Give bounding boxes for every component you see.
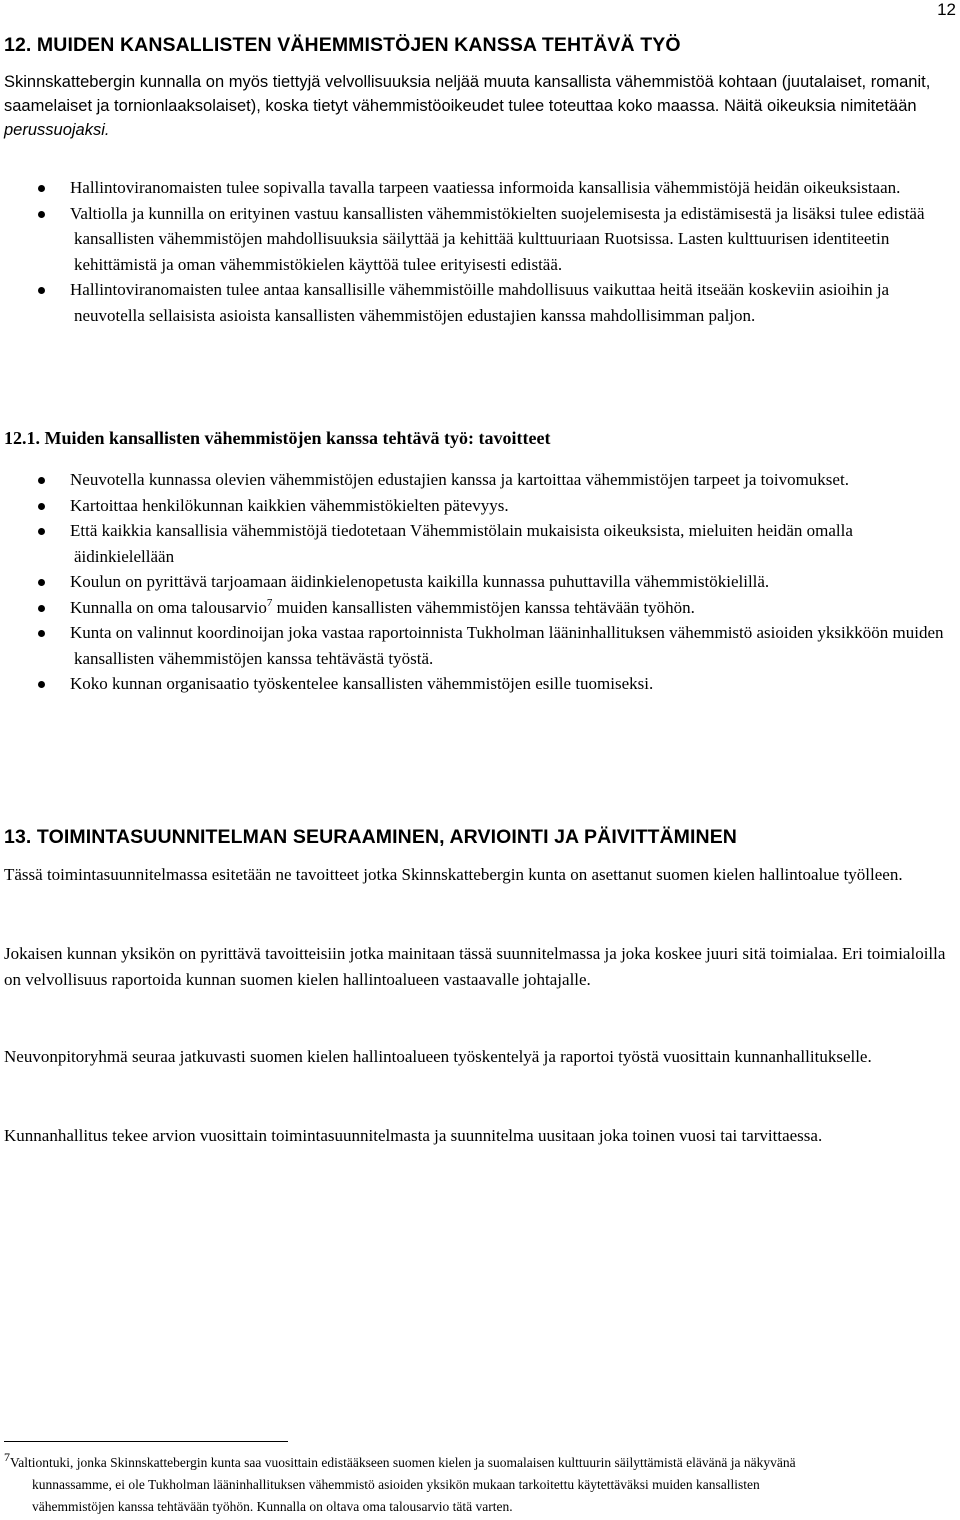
bullet-icon (38, 605, 45, 612)
list-item: Että kaikkia kansallisia vähemmistöjä tiedotetaan Vähemmistölain mukaisista oikeuksista, mieluiten heidän omalla äidinkielellään (0, 518, 958, 569)
section-13-paragraph: Jokaisen kunnan yksikön on pyrittävä tavoitteisiin jotka mainitaan tässä suunnitelmassa ja joka koskee juuri sitä toimialaa. Eri toimialoilla on velvollisuus raportoida kunnan suomen kielen hallintoalueen vastaavalle johtajalle. (4, 944, 946, 989)
list-item: Koulun on pyrittävä tarjoamaan äidinkielenopetusta kaikilla kunnassa puhuttavilla vähemmistökielillä. (0, 569, 958, 595)
list-item: Hallintoviranomaisten tulee sopivalla tavalla tarpeen vaatiessa informoida kansallisia vähemmistöjä heidän oikeuksistaan. (0, 175, 958, 201)
list-item: Koko kunnan organisaatio työskentelee kansallisten vähemmistöjen esille tuomiseksi. (0, 671, 958, 697)
section-13-paragraph: Tässä toimintasuunnitelmassa esitetään ne tavoitteet jotka Skinnskattebergin kunta on asettanut suomen kielen hallintoalue työlleen. (4, 865, 903, 884)
section-13-paragraph: Neuvonpitoryhmä seuraa jatkuvasti suomen kielen hallintoalueen työskentelyä ja raportoi työstä vuosittain kunnanhallitukselle. (4, 1047, 872, 1066)
bullet-icon (38, 185, 45, 192)
list-item: Kunnalla on oma talousarvio$^7$ muiden kansallisten vähemmistöjen kanssa tehtävään työhön. (0, 595, 958, 621)
page-number: 12 (937, 0, 956, 19)
section-13-paragraph: Kunnanhallitus tekee arvion vuosittain toimintasuunnitelmasta ja suunnitelma uusitaan joka toinen vuosi tai tarvittaessa. (4, 1126, 823, 1145)
intro-text: Skinnskattebergin kunnalla on myös tiettyjä velvollisuuksia neljää muuta kansallista vähemmistöä kohtaan (juutalaiset, romanit, saamelaiset ja tornionlaaksolaiset), koska tietyt vähemmistöoikeudet tulee toteuttaa koko maassa. Näitä oikeuksia nimitetään (4, 73, 931, 115)
bullet-icon (38, 477, 45, 484)
section-12-1-heading: 12.1. Muiden kansallisten vähemmistöjen kanssa tehtävä työ: tavoitteet (4, 428, 551, 448)
bullet-icon (38, 630, 45, 637)
bullet-icon (38, 211, 45, 218)
bullet-icon (38, 528, 45, 535)
section-13-heading: 13. TOIMINTASUUNNITELMAN SEURAAMINEN, ARVIOINTI JA PÄIVITTÄMINEN (4, 826, 737, 848)
bullet-icon (38, 579, 45, 586)
bullet-icon (38, 681, 45, 688)
section-12-bullet-list (0, 175, 958, 328)
bullet-icon (38, 287, 45, 294)
list-item: Kartoittaa henkilökunnan kaikkien vähemmistökielten pätevyys. (0, 493, 958, 519)
intro-italic-term: perussuojaksi. (4, 121, 110, 139)
bullet-icon (38, 503, 45, 510)
list-item: Neuvotella kunnassa olevien vähemmistöjen edustajien kanssa ja kartoittaa vähemmistöjen tarpeet ja toivomukset. (0, 467, 958, 493)
footnote-reference: 7 (266, 596, 273, 609)
section-12-1-goal-list (0, 467, 958, 697)
footnote-divider (4, 1441, 288, 1442)
list-item: Valtiolla ja kunnilla on erityinen vastuu kansallisten vähemmistökielten suojelemisesta ja edistämisestä ja lisäksi tulee edistää kansallisten vähemmistöjen mahdollisuuksia säilyttää ja kehittää kulttuuriaan Ruotsissa. Lasten kulttuurisen identiteetin kehittämistä ja oman vähemmistökielen käyttöä tulee erityisesti edistää. (0, 201, 958, 278)
footnote: 7Valtiontuki, jonka Skinnskattebergin kunta saa vuosittain edistääkseen suomen kielen ja suomalaisen kulttuurin säilyttämistä elävänä ja näkyvänä kunnassamme, ei ole Tukholman lääninhallituksen vähemmistö asioiden yksikön mukaan tarkoitettu käytettäväksi muiden kansallisten vähemmistöjen kanssa tehtävään työhön. Kunnalla on oltava oma talousarvio tätä varten. (4, 1450, 796, 1514)
footnote-mark: 7 (4, 1450, 10, 1464)
section-12-heading: 12. MUIDEN KANSALLISTEN VÄHEMMISTÖJEN KANSSA TEHTÄVÄ TYÖ (4, 34, 681, 56)
list-item: Hallintoviranomaisten tulee antaa kansallisille vähemmistöille mahdollisuus vaikuttaa heitä itseään koskeviin asioihin ja neuvotella sellaisista asioista kansallisten vähemmistöjen edustajien kanssa mahdollisimman paljon. (0, 277, 958, 328)
list-item: Kunta on valinnut koordinoijan joka vastaa raportoinnista Tukholman lääninhallituksen vähemmistö asioiden yksikköön muiden kansallisten vähemmistöjen kanssa tehtävästä työstä. (0, 620, 958, 671)
section-12-intro (4, 70, 954, 142)
